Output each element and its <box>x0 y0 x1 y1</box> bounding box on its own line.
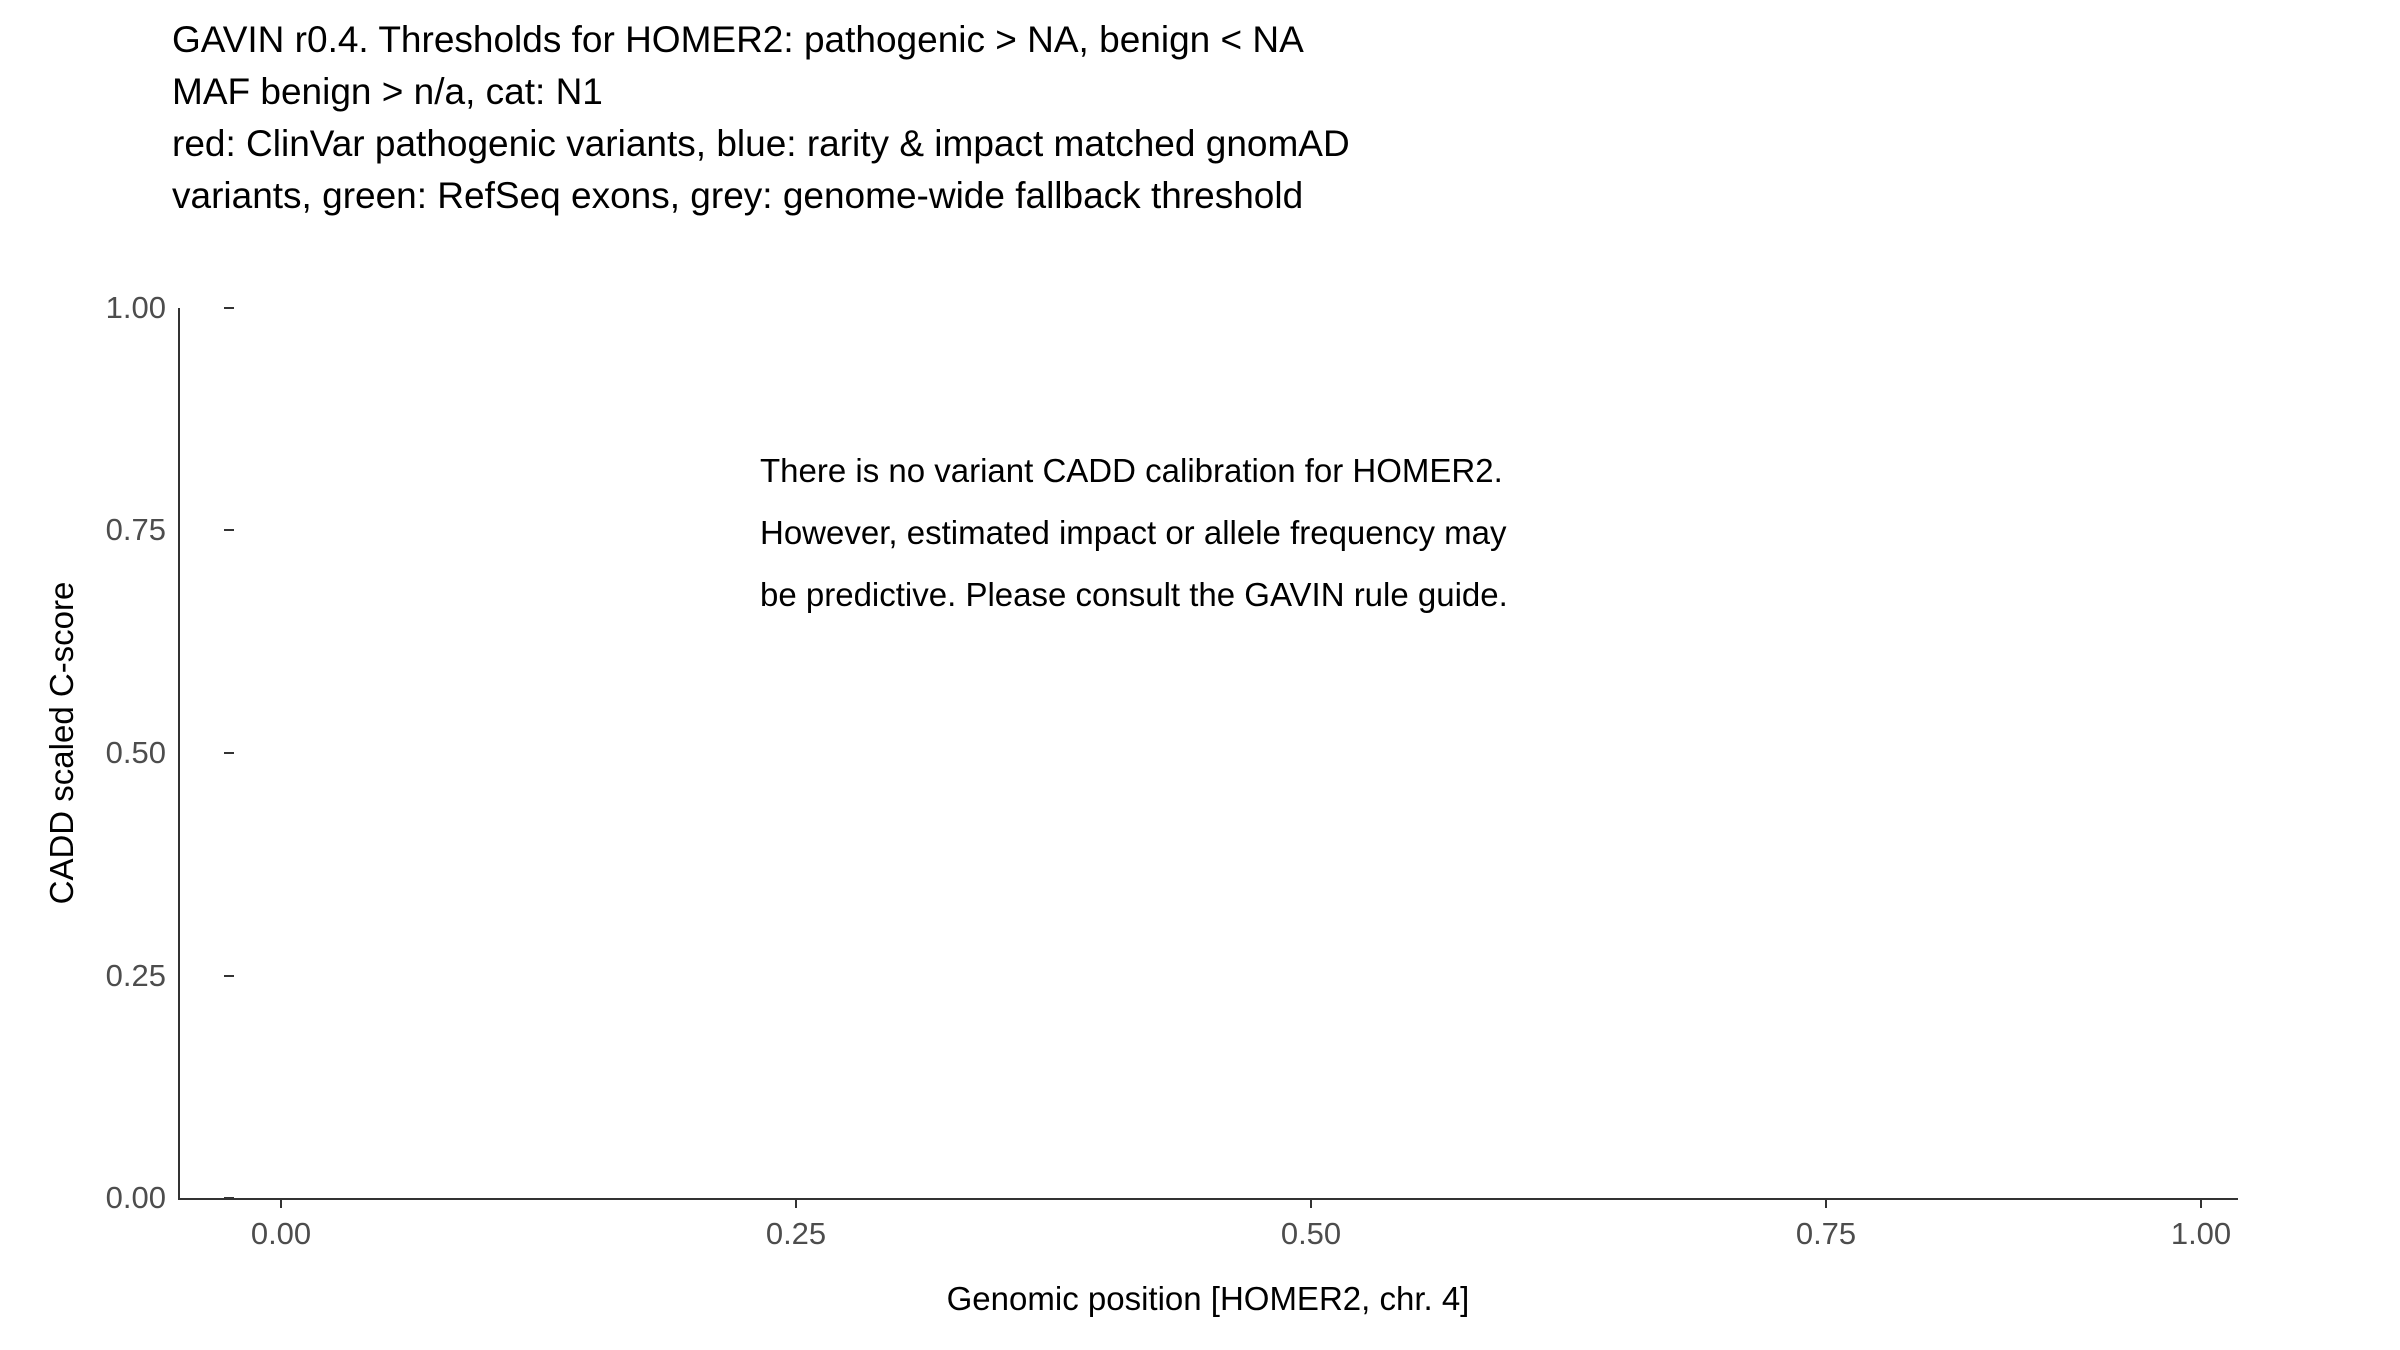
annotation-line-1: There is no variant CADD calibration for HOMER2. <box>760 452 1503 489</box>
chart-title-line-1: GAVIN r0.4. Thresholds for HOMER2: pathogenic > NA, benign < NA <box>172 19 1304 60</box>
empty-state-annotation <box>760 440 1880 626</box>
y-tick-mark-0.75 <box>224 529 234 531</box>
y-tick-label-0.25: 0.25 <box>105 958 166 993</box>
x-tick-mark-0.50 <box>1310 1198 1312 1208</box>
x-tick-label-0.00: 0.00 <box>250 1216 312 1251</box>
chart-subtitle-line-2: variants, green: RefSeq exons, grey: genome-wide fallback threshold <box>172 175 1304 216</box>
y-axis-line <box>178 308 180 1198</box>
y-tick-label-0.50: 0.50 <box>105 735 166 770</box>
x-tick-mark-0.75 <box>1825 1198 1827 1208</box>
y-axis-title: CADD scaled C-score <box>43 581 80 905</box>
chart-title-line-2: MAF benign > n/a, cat: N1 <box>172 71 603 112</box>
annotation-line-2: However, estimated impact or allele frequency may <box>760 514 1507 551</box>
x-tick-label-1.00: 1.00 <box>2170 1216 2232 1251</box>
y-tick-label-0.75: 0.75 <box>105 512 166 547</box>
y-tick-mark-0.50 <box>224 752 234 754</box>
x-tick-label-0.75: 0.75 <box>1795 1216 1857 1251</box>
y-tick-label-1.00: 1.00 <box>105 290 166 325</box>
y-axis-ticks <box>56 280 166 1215</box>
x-tick-mark-0.25 <box>795 1198 797 1208</box>
chart-subtitle-line-1: red: ClinVar pathogenic variants, blue: rarity & impact matched gnomAD <box>172 123 1350 164</box>
chart-title-block <box>172 14 2222 222</box>
x-tick-label-0.50: 0.50 <box>1280 1216 1342 1251</box>
x-tick-mark-0.00 <box>280 1198 282 1208</box>
y-tick-mark-0.25 <box>224 975 234 977</box>
y-tick-mark-1.00 <box>224 307 234 309</box>
x-tick-label-0.25: 0.25 <box>765 1216 827 1251</box>
x-tick-mark-1.00 <box>2200 1198 2202 1208</box>
plot-area <box>0 280 2400 1350</box>
y-tick-label-0.00: 0.00 <box>105 1180 166 1215</box>
annotation-line-3: be predictive. Please consult the GAVIN rule guide. <box>760 576 1508 613</box>
x-axis-title: Genomic position [HOMER2, chr. 4] <box>946 1280 1470 1317</box>
